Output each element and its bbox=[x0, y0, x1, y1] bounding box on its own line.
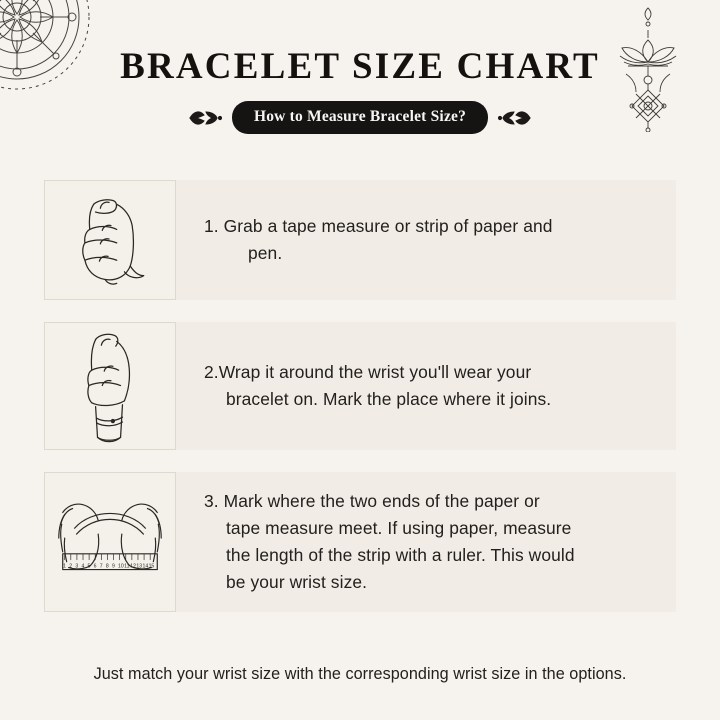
svg-text:6: 6 bbox=[93, 563, 97, 570]
footer-note: Just match your wrist size with the corresponding wrist size in the options. bbox=[93, 665, 627, 683]
step-text bbox=[176, 213, 676, 267]
svg-text:1: 1 bbox=[63, 563, 66, 570]
step-line: bracelet on. Mark the place where it joins. bbox=[226, 389, 552, 409]
subtitle-row bbox=[0, 101, 720, 134]
leaf-flourish-right-icon bbox=[498, 107, 532, 129]
svg-text:2: 2 bbox=[69, 563, 73, 570]
subtitle-pill: How to Measure Bracelet Size? bbox=[232, 101, 488, 134]
step-item bbox=[44, 472, 676, 612]
step-line: the length of the strip with a ruler. This would bbox=[226, 545, 575, 565]
step-line: be your wrist size. bbox=[226, 571, 368, 592]
step-line: 3. Mark where the two ends of the paper or bbox=[204, 491, 540, 512]
leaf-flourish-left-icon bbox=[188, 107, 222, 129]
svg-text:13: 13 bbox=[136, 563, 143, 570]
step-item bbox=[44, 180, 676, 300]
step-line: pen. bbox=[248, 243, 283, 263]
svg-text:4: 4 bbox=[81, 563, 85, 570]
svg-text:7: 7 bbox=[99, 563, 103, 570]
svg-text:15: 15 bbox=[148, 563, 155, 570]
page-title: BRACELET SIZE CHART bbox=[120, 46, 600, 87]
step-line: 1. Grab a tape measure or strip of paper and bbox=[204, 216, 553, 237]
svg-text:8: 8 bbox=[105, 563, 109, 570]
step-text bbox=[176, 359, 676, 413]
svg-text:5: 5 bbox=[87, 563, 91, 570]
step-item bbox=[44, 322, 676, 450]
svg-text:9: 9 bbox=[111, 563, 115, 570]
steps-list bbox=[0, 180, 720, 612]
step-line: tape measure meet. If using paper, measure bbox=[226, 518, 572, 539]
step-text bbox=[176, 488, 676, 596]
hand-with-tape-around-wrist-line-drawing-icon bbox=[44, 322, 176, 450]
ruler-ticks bbox=[63, 554, 154, 570]
hands-measuring-strip-with-ruler-line-drawing-icon bbox=[44, 472, 176, 612]
svg-text:3: 3 bbox=[75, 563, 79, 570]
fist-hand-line-drawing-icon bbox=[44, 180, 176, 300]
svg-text:14: 14 bbox=[142, 563, 149, 570]
svg-text:10: 10 bbox=[118, 563, 124, 570]
document-header bbox=[0, 48, 720, 134]
svg-text:11: 11 bbox=[124, 563, 130, 570]
svg-text:12: 12 bbox=[130, 563, 136, 570]
step-line: 2.Wrap it around the wrist you'll wear your bbox=[204, 362, 532, 383]
